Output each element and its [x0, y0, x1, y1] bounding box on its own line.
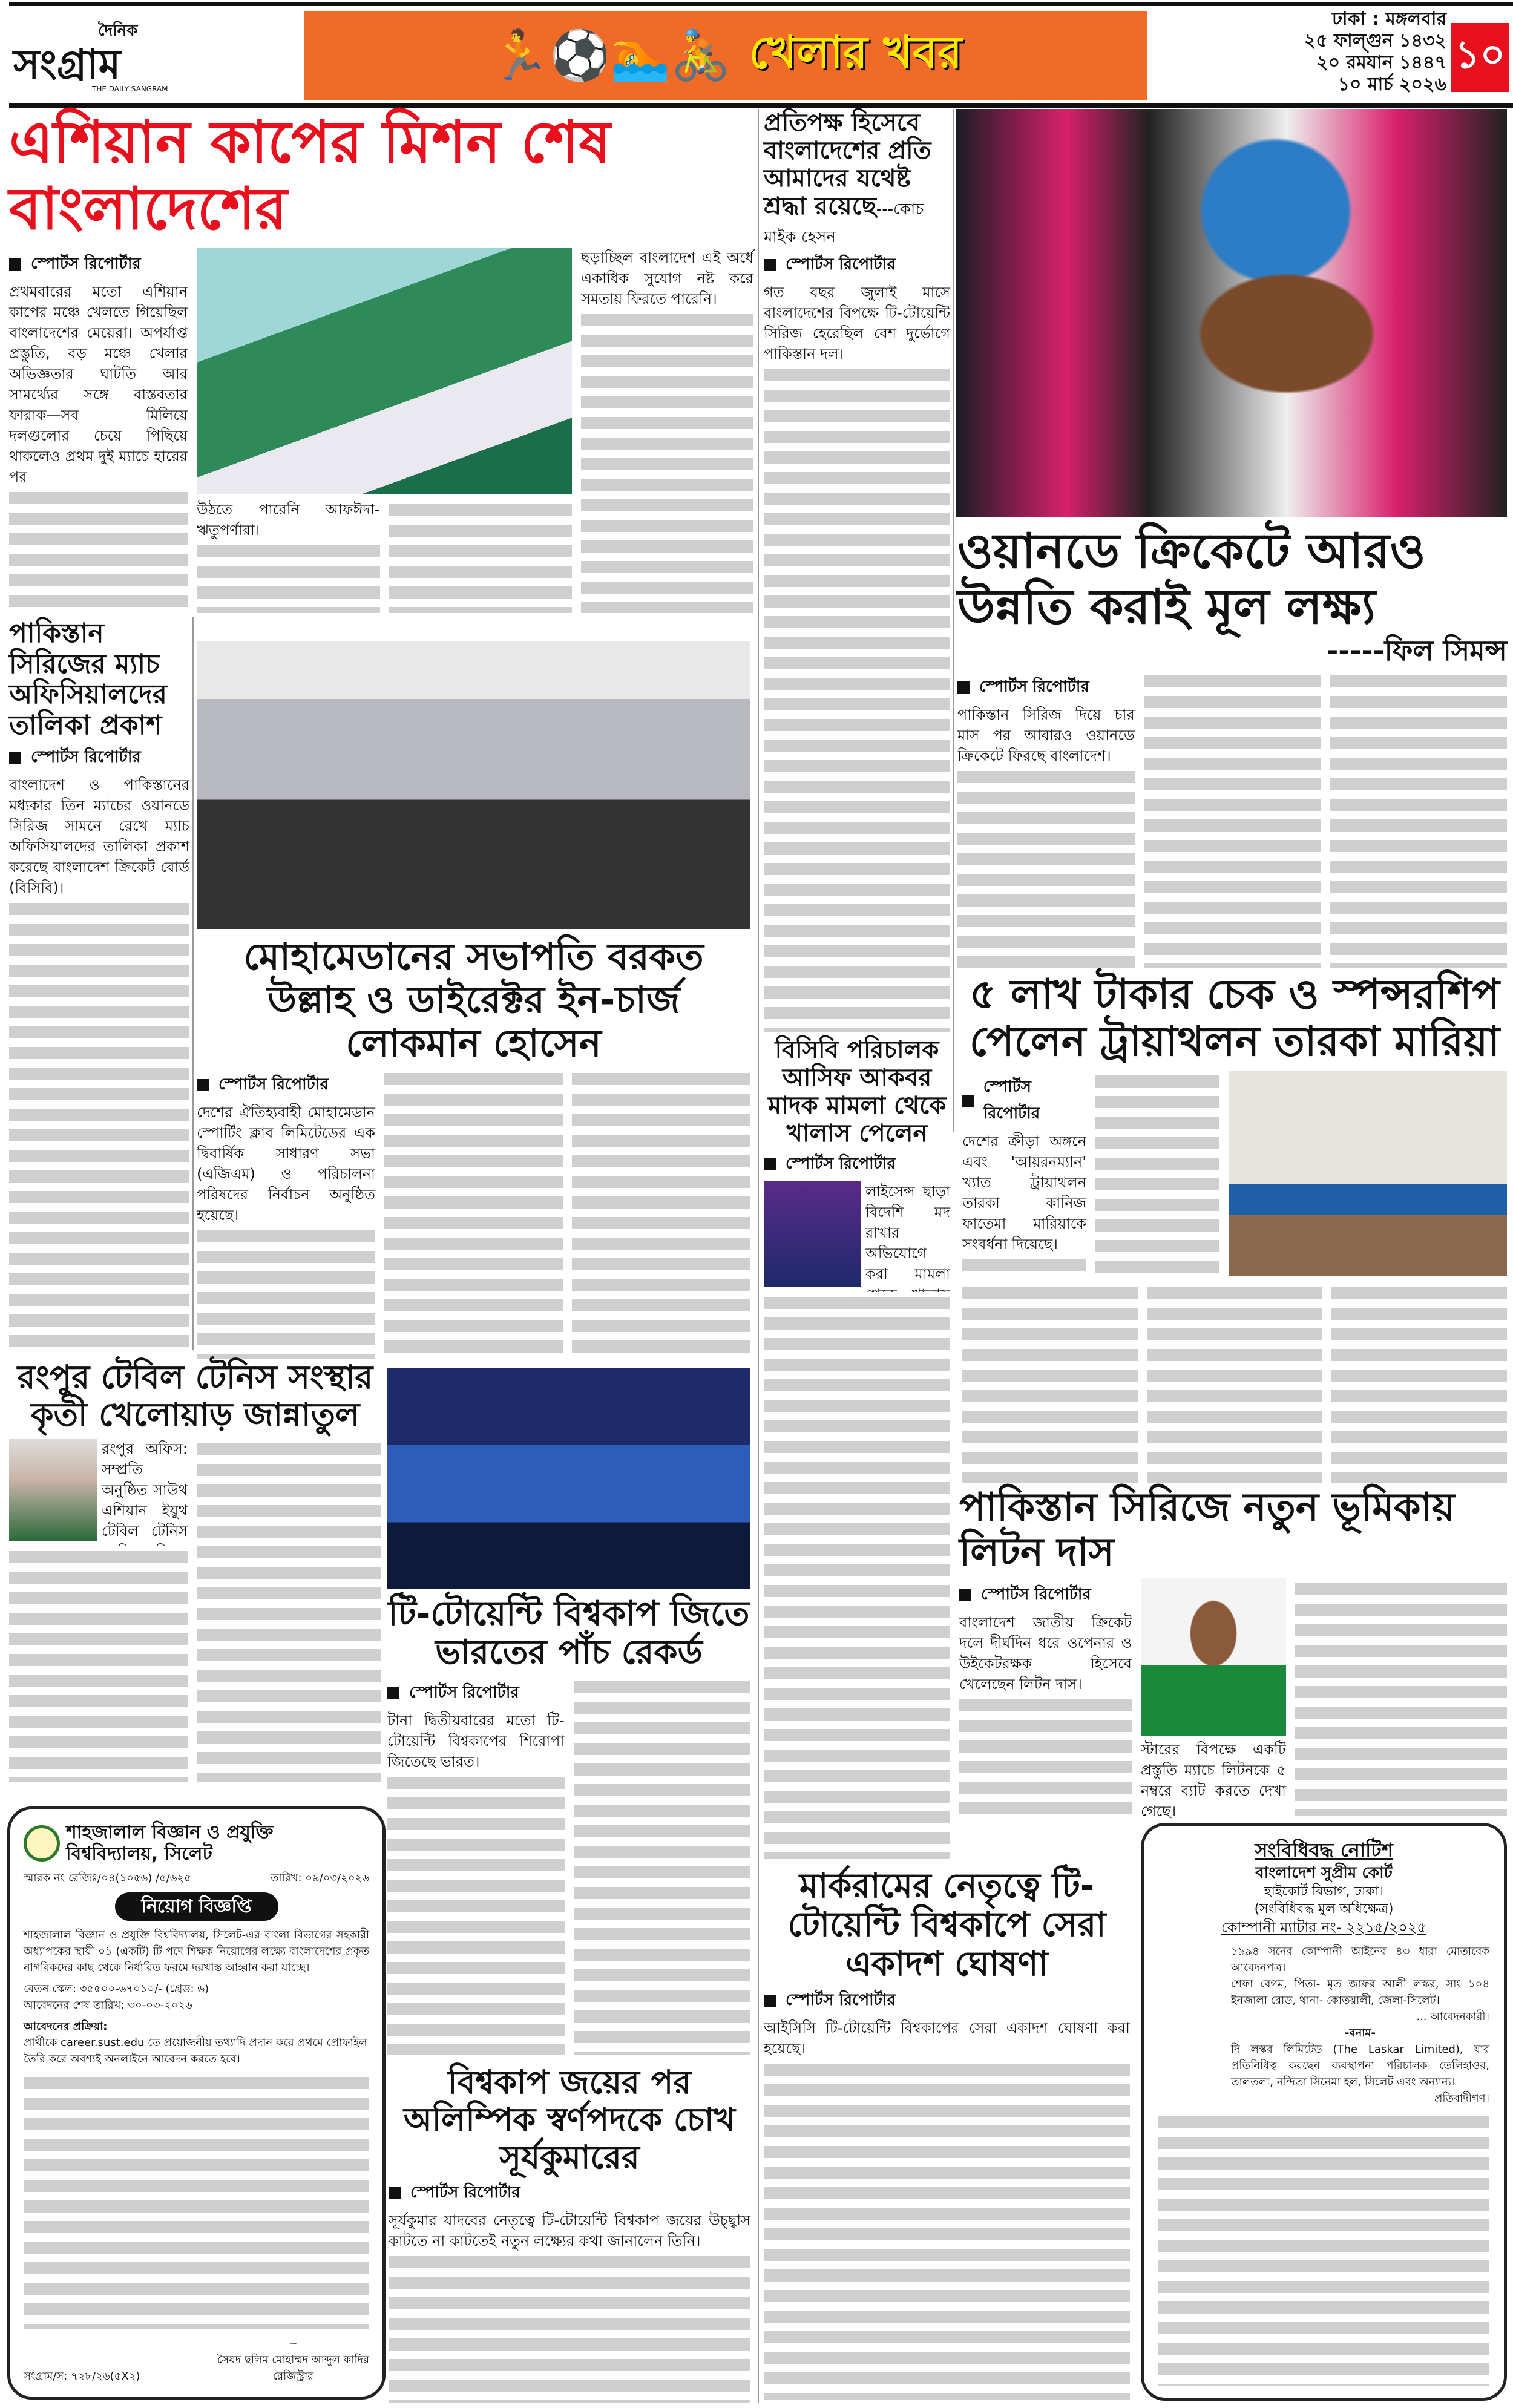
byline: স্পোর্টস রিপোর্টার: [764, 1987, 1130, 2014]
dateline: ঢাকা : মঙ্গলবার ২৫ ফাল্গুন ১৪৩২ ২০ রমযান ১৪৪৭ ১০ মার্চ ২০২৬: [1304, 8, 1446, 95]
football-photo: [197, 248, 572, 494]
byline: স্পোর্টস রিপোর্টার: [9, 251, 188, 278]
article-body: ছড়াচ্ছিল বাংলাদেশ এই অর্ধে একাধিক সুযোগ নষ্ট করে সমতায় ফিরতে পারেনি।: [581, 248, 753, 613]
story-markram: [764, 1867, 1130, 2400]
story-surya: [389, 2064, 750, 2403]
headline-markram: মার্করামের নেতৃত্বে টি-টোয়েন্টি বিশ্বকাপে সেরা একাদশ ঘোষণা: [787, 1866, 1106, 1984]
story-jannatul: [9, 1359, 381, 1782]
headline-bcb: বিসিবি পরিচালক আসিফ আকবর মাদক মামলা থেকে খালাস পেলেন: [767, 1036, 947, 1147]
article-body: আইসিসি টি-টোয়েন্টি বিশ্বকাপের সেরা একাদশ ঘোষণা করা হয়েছে।: [764, 2018, 1130, 2400]
article-body: রংপুর অফিস: সম্প্রতি অনুষ্ঠিত সাউথ এশিয়ান ইয়ুথ টেবিল টেনিস: [102, 1439, 188, 1541]
headline-simmons: ওয়ানডে ক্রিকেটে আরও উন্নতি করাই মূল লক্ষ্য: [957, 523, 1426, 635]
byline: স্পোর্টস রিপোর্টার: [9, 744, 189, 771]
story-simmons: [957, 523, 1507, 968]
article-body: [1295, 1578, 1507, 1816]
sust-recruitment-notice: শাহজালাল বিজ্ঞান ও প্রযুক্তি বিশ্ববিদ্যালয়, সিলেট স্মারক নং রেজিঃ/০৪(১০৫৬) /৫/৬২৫ তারিখ: ০৯/০৩/২০২৬ নিয়োগ বিজ্ঞপ্তি শাহজালাল বিজ্ঞান ও প্রযুক্তি বিশ্ববিদ্যালয়, সিলেট-এর বাংলা বিভাগের সহকারী অধ্যাপকের স্থায়ী ০১ (একটি) টি পদে শিক্ষক নিয়োগের লক্ষ্যে বাংলাদেশের প্রকৃত নাগরিকদের কাছ থেকে নির্ধারিত ফরমে দরখাস্ত আহ্বান করা যাচ্ছে। বেতন স্কেল: ৩৫৫০০-৬৭০১০/- (গ্রেড: ৬) আবেদনের শেষ তারিখ: ৩০-০৩-২০২৬ আবেদনের প্রক্রিয়া: প্রার্থীকে career.sust.edu তে প্রয়োজনীয় তথ্যাদি প্রদান করে প্রথমে প্রোফাইল তৈরি করে অবশ্যই অনলাইনে আবেদন করতে হবে। সংগ্রাম/স: ৭২৮/২৬(৫X২) ~ সৈয়দ ছলিম মোহাম্মদ আব্দুল কাদির রেজিস্ট্রার: [7, 1806, 386, 2400]
article-body: [197, 1439, 381, 1782]
headline-asian-cup: এশিয়ান কাপের মিশন শেষ বাংলাদেশের: [9, 108, 611, 243]
byline: স্পোর্টস রিপোর্টার: [764, 252, 950, 278]
article-body: দেশের ক্রীড়া অঙ্গনে এবং 'আয়রনম্যান' খ্যাত ট্রায়াথলন তারকা কানিজ ফাতেমা মারিয়াকে সংবর্ধনা দিয়েছে।: [962, 1131, 1086, 1276]
article-body: টানা দ্বিতীয়বারের মতো টি-টোয়েন্টি বিশ্বকাপের শিরোপা জিতেছে ভারত।: [387, 1710, 565, 2055]
article-body: [764, 1292, 950, 1859]
article-body: [962, 1282, 1138, 1483]
asif-akbar-photo: [764, 1181, 861, 1287]
divider: [192, 617, 194, 1350]
headline-coach: প্রতিপক্ষ হিসেবে বাংলাদেশের প্রতি আমাদের যথেষ্ট শ্রদ্ধা রয়েছে---কোচ মাইক হেসন: [764, 109, 931, 246]
article-body: গত বছর জুলাই মাসে বাংলাদেশের বিপক্ষে টি-টোয়েন্টি সিরিজ হেরেছিল বেশ দুর্ভোগে পাকিস্তান দল।: [764, 282, 950, 1032]
story-maria: [962, 971, 1507, 1483]
story-mohammedan: [197, 935, 750, 1359]
top-rule: [9, 2, 1513, 6]
signature: ~: [288, 2337, 298, 2350]
section-banner: 🏃⚽🏊🚴 খেলার খবর: [304, 11, 1147, 100]
article-body: [574, 1676, 751, 2055]
court-statutory-notice: সংবিধিবদ্ধ নোটিশ বাংলাদেশ সুপ্রীম কোর্ট হাইকোর্ট বিভাগ, ঢাকা। (সংবিধিবদ্ধ মুল অধিক্ষেত্র) কোম্পানী ম্যাটার নং- ২২১৫/২০২৫ ১৯৯৪ সনের কোম্পানী আইনের ৪৩ ধারা মোতাবেক আবেদনপত্র। শেফা বেগম, পিতা- মৃত জাফর আলী লস্কর, সাং ১০৪ ইনজালা রোড, থানা- কোতয়ালী, জেলা-সিলেট। ... আবেদনকারী। -বনাম- দি লস্কর লিমিটেড (The Laskar Limited), যার প্রতিনিধিত্ব করছেন ব্যবস্থাপনা পরিচালক তেলিহাওর, তালতলা, নন্দিতা সিনেমা হল, সিলেট এবং অন্যান্য। প্রতিবাদীগণ।: [1141, 1823, 1507, 2401]
byline: স্পোর্টস রিপোর্টার: [389, 2180, 750, 2206]
article-body: পাকিস্তান সিরিজ দিয়ে চার মাস পর আবারও ওয়ানডে ক্রিকেটে ফিরছে বাংলাদেশ।: [957, 704, 1135, 968]
article-body: [384, 1068, 563, 1359]
article-body: দেশের ঐতিহ্যবাহী মোহামেডান স্পোর্টিং ক্লাব লিমিটেডের এক দ্বিবার্ষিক সাধারণ সভা (এজিএম) ও পরিচালনা পরিষদের নির্বাচন অনুষ্ঠিত হয়েছে।: [197, 1102, 375, 1359]
byline: স্পোর্টস রিপোর্টার: [959, 1582, 1132, 1609]
article-body: [572, 1068, 750, 1359]
attribution: -----ফিল সিমন্স: [1327, 634, 1507, 667]
story-asian-cup: [9, 109, 753, 613]
article-body: [1330, 671, 1507, 968]
headline-maria: ৫ লাখ টাকার চেক ও স্পন্সরশিপ পেলেন ট্রায়াথলন তারকা মারিয়া: [970, 971, 1500, 1066]
byline: স্পোর্টস রিপোর্টার: [764, 1151, 950, 1178]
article-body: সূর্যকুমার যাদবের নেতৃত্বে টি-টোয়েন্টি বিশ্বকাপ জয়ের উচ্ছ্বাস কাটতে না কাটতেই নতুন লক্ষ্যের কথা জানালেন তিনি।: [389, 2210, 750, 2403]
article-body: [1095, 1071, 1219, 1276]
coach-photo: [956, 109, 1507, 517]
group-photo: [197, 641, 750, 929]
story-coach: [764, 109, 950, 1032]
article-body: [9, 1546, 188, 1782]
article-body: [1144, 671, 1321, 968]
story-india: [387, 1595, 750, 2055]
jannatul-photo: [9, 1439, 97, 1541]
divider: [758, 109, 759, 2403]
story-officials: [9, 618, 189, 1351]
headline-mohammedan: মোহামেডানের সভাপতি বরকত উল্লাহ ও ডাইরেক্টর ইন-চার্জ লোকমান হোসেন: [243, 934, 704, 1065]
notice-body: [1158, 2111, 1489, 2386]
photo-caption: স্টারের বিপক্ষে একটি প্রস্তুতি ম্যাচে লিটনকে ৫ নম্বরে ব্যাট করতে দেখা গেছে।: [1141, 1739, 1286, 1816]
india-trophy-photo: [387, 1368, 750, 1589]
masthead-rule: [9, 103, 1513, 108]
article-body: [389, 499, 573, 613]
headline-officials: পাকিস্তান সিরিজের ম্যাচ অফিসিয়ালদের তালিকা প্রকাশ: [9, 618, 167, 741]
story-liton: [959, 1485, 1507, 1820]
divider: [953, 109, 954, 1132]
byline: স্পোর্টস রিপোর্টার: [962, 1074, 1086, 1127]
article-body: [1147, 1282, 1322, 1483]
byline: স্পোর্টস রিপোর্টার: [957, 674, 1135, 701]
university-logo-icon: [24, 1825, 60, 1862]
headline-surya: বিশ্বকাপ জয়ের পর অলিম্পিক স্বর্ণপদকে চোখ সূর্যকুমারের: [403, 2063, 736, 2177]
headline-liton: পাকিস্তান সিরিজে নতুন ভূমিকায় লিটন দাস: [959, 1485, 1455, 1575]
byline: স্পোর্টস রিপোর্টার: [197, 1072, 375, 1098]
article-body: [1331, 1282, 1507, 1483]
article-body: লাইসেন্স ছাড়া বিদেশি মদ রাখার অভিযোগে করা মামলা: [865, 1181, 950, 1287]
notice-body: [24, 2072, 369, 2329]
logo: দৈনিক সংগ্রাম THE DAILY SANGRAM: [13, 22, 168, 93]
article-body: বাংলাদেশ জাতীয় ক্রিকেট দলে দীর্ঘদিন ধরে ওপেনার ও উইকেটরক্ষক হিসেবে খেলেছেন লিটন দাস।: [959, 1612, 1132, 1816]
sports-figures-icon: 🏃⚽🏊🚴: [490, 27, 731, 84]
headline-india: টি-টোয়েন্টি বিশ্বকাপ জিতে ভারতের পাঁচ রেকর্ড: [388, 1594, 750, 1673]
liton-photo: [1141, 1578, 1286, 1736]
page-number: ১০: [1451, 23, 1509, 92]
article-body: প্রথমবারের মতো এশিয়ান কাপের মঞ্চে খেলতে গিয়েছিল বাংলাদেশের মেয়েরা। অপর্যাপ্ত প্রস্তুতি, বড় মঞ্চে খেলার অভিজ্ঞতার ঘাটতি আর সামর্থ্যের সঙ্গে বাস্তবতার ফারাক—সব মিলিয়ে দলগুলোর চেয়ে পিছিয়ে থাকলেও প্রথম দুই ম্যাচে হারের পর: [9, 281, 188, 613]
article-body: বাংলাদেশ ও পাকিস্তানের মধ্যকার তিন ম্যাচের ওয়ানডে সিরিজ সামনে রেখে ম্যাচ অফিসিয়ালদের তালিকা প্রকাশ করেছে বাংলাদেশ ক্রিকেট বোর্ড (বিসিবি)।: [9, 775, 189, 1351]
byline: স্পোর্টস রিপোর্টার: [387, 1680, 565, 1707]
story-bcb: [764, 1036, 950, 1859]
photo-caption: উঠতে পারেনি আফঈদা-ঋতুপর্ণারা।: [197, 499, 380, 613]
headline-jannatul: রংপুর টেবিল টেনিস সংস্থার কৃতী খেলোয়াড় জান্নাতুল: [17, 1358, 373, 1434]
triathlon-photo: [1229, 1071, 1507, 1276]
